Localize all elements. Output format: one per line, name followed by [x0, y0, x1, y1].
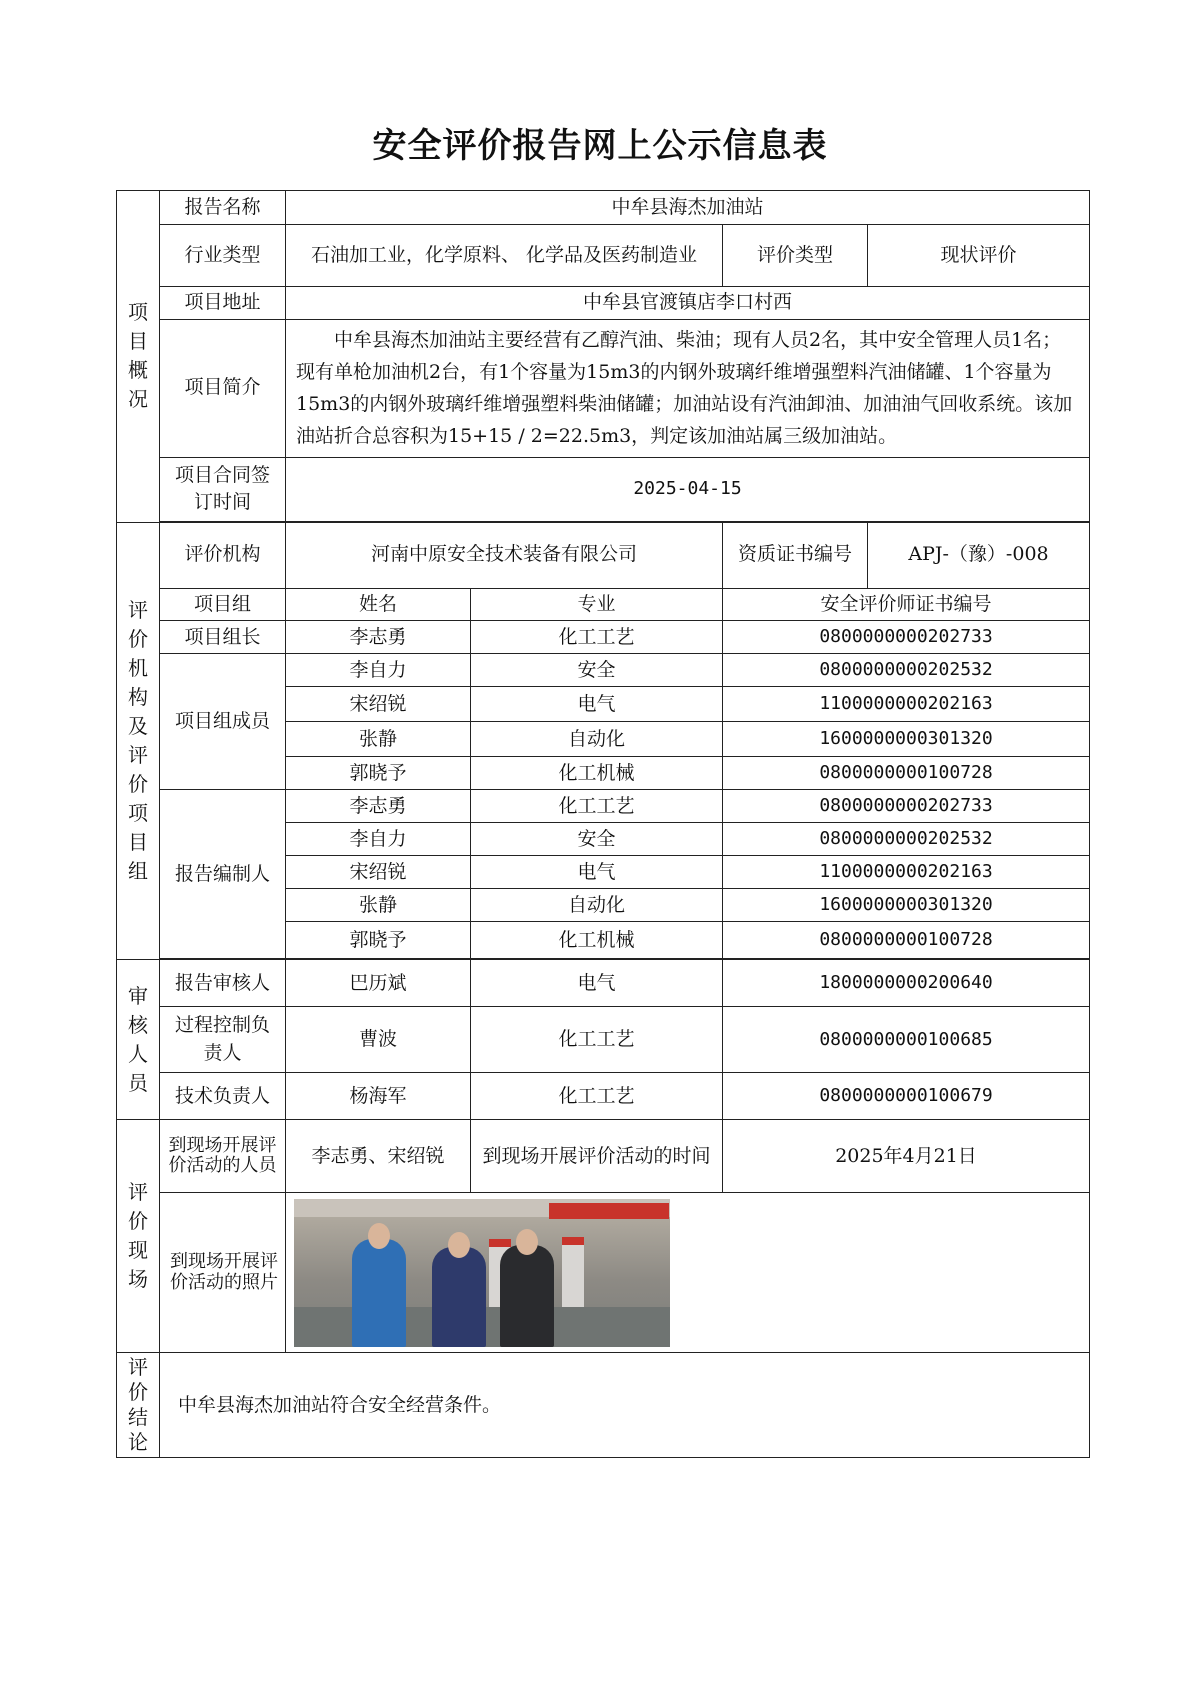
leader-label: 项目组长	[160, 621, 286, 654]
intro-text: 中牟县海杰加油站主要经营有乙醇汽油、柴油；现有人员2名，其中安全管理人员1名；现有单枪加油机2台，有1个容量为15m3的内钢外玻璃纤维增强塑料汽油储罐、1个容量为15m3的内钢外玻璃纤维增强塑料柴油储罐；加油站设有汽油卸油、加油油气回收系统。该加油站折合总容积为15+15 / 2=22.5m3，判定该加油站属三级加油站。	[286, 319, 1090, 457]
auditor-cert: 1800000000200640	[723, 960, 1090, 1007]
intro-label: 项目简介	[160, 319, 286, 457]
writer-cert: 0800000000202733	[723, 790, 1090, 823]
photo-person-head	[516, 1229, 538, 1255]
section-site: 评 价 现 场	[117, 1120, 160, 1353]
auditor-label: 报告审核人	[160, 960, 286, 1007]
photo-person	[352, 1239, 406, 1347]
writer-major: 化工工艺	[471, 790, 723, 823]
process-name: 曹波	[286, 1007, 471, 1073]
col-cert: 安全评价师证书编号	[723, 588, 1090, 621]
report-name: 中牟县海杰加油站	[286, 191, 1090, 225]
site-people: 李志勇、宋绍锐	[286, 1120, 471, 1193]
photo-person	[500, 1245, 554, 1347]
site-time-label: 到现场开展评价活动的时间	[471, 1120, 723, 1193]
col-name: 姓名	[286, 588, 471, 621]
eval-type-value: 现状评价	[868, 225, 1090, 287]
photo-person-head	[448, 1232, 470, 1258]
writer-cert: 1100000000202163	[723, 856, 1090, 889]
section-overview: 项 目 概 况	[117, 191, 160, 523]
member-major: 自动化	[471, 722, 723, 757]
member-name: 张静	[286, 722, 471, 757]
eval-type-label: 评价类型	[723, 225, 868, 287]
member-cert: 0800000000202532	[723, 654, 1090, 687]
tech-name: 杨海军	[286, 1073, 471, 1120]
site-people-label: 到现场开展评价活动的人员	[160, 1120, 286, 1193]
tech-label: 技术负责人	[160, 1073, 286, 1120]
writer-major: 自动化	[471, 889, 723, 922]
writer-cert: 0800000000100728	[723, 922, 1090, 959]
member-major: 安全	[471, 654, 723, 687]
member-name: 宋绍锐	[286, 687, 471, 722]
writer-cert: 1600000000301320	[723, 889, 1090, 922]
leader-name: 李志勇	[286, 621, 471, 654]
members-label: 项目组成员	[160, 654, 286, 790]
industry-value: 石油加工业，化学原料、 化学品及医药制造业	[286, 225, 723, 287]
photo-person	[432, 1247, 486, 1347]
address-label: 项目地址	[160, 287, 286, 320]
info-table	[116, 190, 1090, 1458]
writer-major: 安全	[471, 823, 723, 856]
cert-label: 资质证书编号	[723, 522, 868, 588]
industry-label: 行业类型	[160, 225, 286, 287]
leader-cert: 0800000000202733	[723, 621, 1090, 654]
auditor-major: 电气	[471, 960, 723, 1007]
member-name: 李自力	[286, 654, 471, 687]
photo-person-head	[368, 1223, 390, 1249]
process-label: 过程控制负责人	[160, 1007, 286, 1073]
photo-sign	[549, 1203, 669, 1219]
writer-name: 李自力	[286, 823, 471, 856]
writer-major: 化工机械	[471, 922, 723, 959]
tech-cert: 0800000000100679	[723, 1073, 1090, 1120]
tech-major: 化工工艺	[471, 1073, 723, 1120]
auditor-name: 巴历斌	[286, 960, 471, 1007]
site-time: 2025年4月21日	[723, 1120, 1090, 1193]
page-title: 安全评价报告网上公示信息表	[372, 126, 828, 166]
member-major: 电气	[471, 687, 723, 722]
writer-cert: 0800000000202532	[723, 823, 1090, 856]
writers-label: 报告编制人	[160, 790, 286, 959]
writer-name: 宋绍锐	[286, 856, 471, 889]
contract-label: 项目合同签订时间	[160, 457, 286, 521]
agency-label: 评价机构	[160, 522, 286, 588]
section-org: 评 价 机 构 及 评 价 项 目 组	[117, 522, 160, 960]
contract-date: 2025-04-15	[286, 457, 1090, 521]
site-photo-label: 到现场开展评价活动的照片	[160, 1193, 286, 1353]
agency-value: 河南中原安全技术装备有限公司	[286, 522, 723, 588]
address-value: 中牟县官渡镇店李口村西	[286, 287, 1090, 320]
process-major: 化工工艺	[471, 1007, 723, 1073]
writer-name: 李志勇	[286, 790, 471, 823]
member-cert: 1100000000202163	[723, 687, 1090, 722]
writer-name: 郭晓予	[286, 922, 471, 959]
section-conclusion: 评 价 结 论	[117, 1353, 160, 1458]
member-major: 化工机械	[471, 757, 723, 790]
member-cert: 1600000000301320	[723, 722, 1090, 757]
photo-pump	[562, 1237, 584, 1315]
cert-value: APJ-（豫）-008	[868, 522, 1090, 588]
site-photo	[294, 1199, 670, 1347]
member-cert: 0800000000100728	[723, 757, 1090, 790]
conclusion-text: 中牟县海杰加油站符合安全经营条件。	[160, 1353, 1090, 1458]
report-name-label: 报告名称	[160, 191, 286, 225]
writer-major: 电气	[471, 856, 723, 889]
group-label: 项目组	[160, 588, 286, 621]
section-review: 审 核 人 员	[117, 960, 160, 1120]
leader-major: 化工工艺	[471, 621, 723, 654]
col-major: 专业	[471, 588, 723, 621]
site-photo-cell	[286, 1193, 1090, 1353]
process-cert: 0800000000100685	[723, 1007, 1090, 1073]
member-name: 郭晓予	[286, 757, 471, 790]
writer-name: 张静	[286, 889, 471, 922]
